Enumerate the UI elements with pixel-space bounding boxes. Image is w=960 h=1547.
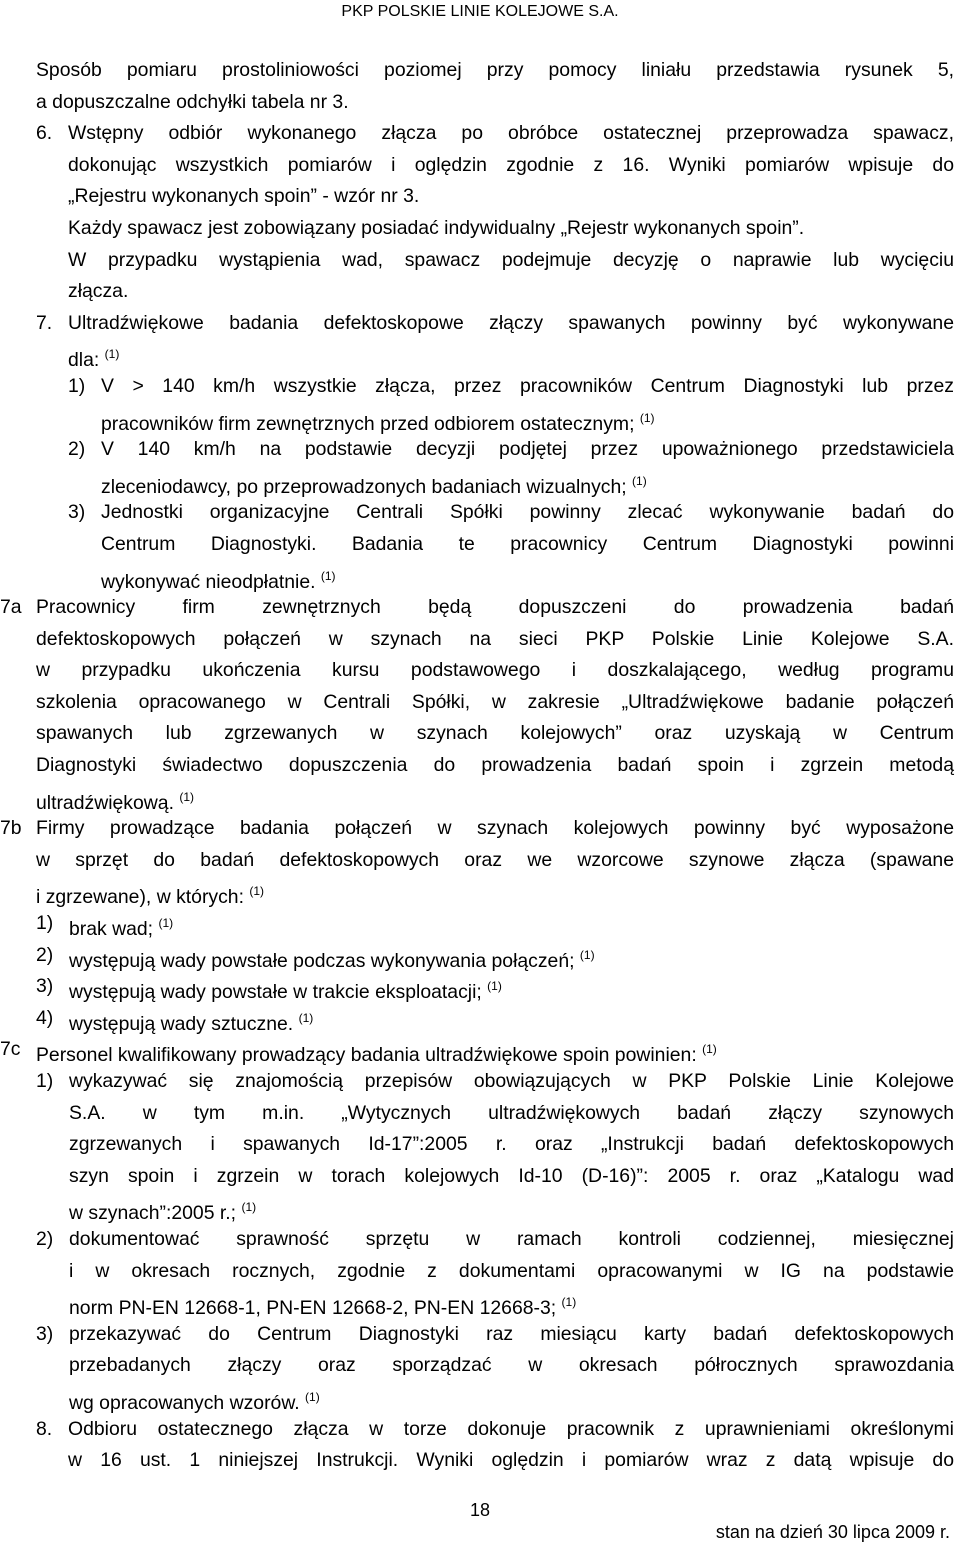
text-line: pracowników firm zewnętrznych przed odbiorem ostatecznym; $^{(1)}$ xyxy=(101,410,655,435)
item-6 xyxy=(36,118,954,308)
text-line: i zgrzewane), w których: $^{(1)}$ xyxy=(36,884,265,909)
text-line: Centrum Diagnostyki. Badania te pracownicy Centrum Diagnostyki powinni xyxy=(101,532,954,555)
item-number: 7b xyxy=(0,817,22,840)
text-line: przekazywać do Centrum Diagnostyki raz miesiącu karty badań defektoskopowych xyxy=(69,1322,954,1345)
text-line: zgrzewanych i spawanych Id-17”:2005 r. oraz „Instrukcji badań defektoskopowych xyxy=(69,1133,954,1156)
subitem-1: 1) wykazywać się znajomością przepisów obowiązujących w PKP Polskie Linie Kolejowe S.A. w tym m.in. „Wytycznych ultradźwiękowych badań złączy szynowych zgrzewanych i spawanych Id-17”:2005 r. oraz „Instrukcji badań defektoskopowych szyn spoin i zgrzein w torach kolejowych Id-10 (D-16)”: 2005 r. oraz „Katalogu wad w szynach”:2005 r.; $^{(1)}$ xyxy=(36,1066,954,1224)
page-number: 18 xyxy=(469,1500,491,1520)
item-number: 7. xyxy=(36,311,53,334)
item-number: 7c xyxy=(0,1038,21,1061)
item-7c xyxy=(0,1034,954,1413)
text-line: dokonując wszystkich pomiarów i oględzin zgodnie z 16. Wyniki pomiarów wpisuje do xyxy=(68,153,954,176)
text-line: występują wady powstałe podczas wykonywania połączeń; $^{(1)}$ xyxy=(69,947,595,972)
text-line: w sprzęt do badań defektoskopowych oraz we wzorcowe szynowe złącza (spawane xyxy=(36,848,954,871)
text-line: zleceniodawcy, po przeprowadzonych badaniach wizualnych; $^{(1)}$ xyxy=(101,473,647,498)
text-line: wykonywać nieodpłatnie. $^{(1)}$ xyxy=(101,568,336,593)
text-line: spawanych lub zgrzewanych w szynach kolejowych” oraz uzyskają w Centrum xyxy=(36,722,954,745)
text-line: przebadanych złączy oraz sporządzać w okresach półrocznych sprawozdania xyxy=(69,1354,954,1377)
text-line: Firmy prowadzące badania połączeń w szynach kolejowych powinny być wyposażone xyxy=(36,817,954,840)
text-line: w przypadku ukończenia kursu podstawowego i doszkalającego, według programu xyxy=(36,659,954,682)
item-7a xyxy=(0,592,954,813)
item-number: 6. xyxy=(36,122,53,145)
item-7b: 7b Firmy prowadzące badania połączeń w szynach kolejowych powinny być wyposażone w sprzęt do badań defektoskopowych oraz we wzorcowe szynowe złącza (spawane i zgrzewane), w których: $^{(1)}$ 1) brak wad; $^{(1)}$ 2) występują wady powstałe podczas wykonywania połączeń; $^{(1)}$ 3) występują wady powstałe w trakcie eksploatacji; $^{(1)}$ 4) występują wady sztuczne. $^{(1)}$ xyxy=(0,813,954,1034)
text-line: Odbioru ostatecznego złącza w torze dokonuje pracownik z uprawnieniami określonymi xyxy=(68,1417,954,1440)
subitem-3: 3) przekazywać do Centrum Diagnostyki raz miesiącu karty badań defektoskopowych przebadanych złączy oraz sporządzać w okresach półrocznych sprawozdania wg opracowanych wzorów. $^{(1)}$ xyxy=(36,1319,954,1414)
page-header: PKP POLSKIE LINIE KOLEJOWE S.A. xyxy=(341,3,619,20)
text-line: a dopuszczalne odchyłki tabela nr 3. xyxy=(36,90,349,113)
text-line: wg opracowanych wzorów. $^{(1)}$ xyxy=(69,1389,320,1414)
text-line: szyn spoin i zgrzein w torach kolejowych Id-10 (D-16)”: 2005 r. oraz „Katalogu wad xyxy=(69,1164,954,1187)
subitem-2: 2) dokumentować sprawność sprzętu w ramach kontroli codziennej, miesięcznej i w okresach rocznych, zgodnie z dokumentami opracowanymi w IG na podstawie norm PN-EN 12668-1, PN-EN 12668-2, PN-EN 12668-3; $^{(1)}$ xyxy=(36,1224,954,1319)
subitem-1: 1) V > 140 km/h wszystkie złącza, przez pracowników Centrum Diagnostyki lub przez pracowników firm zewnętrznych przed odbiorem ostatecznym; $^{(1)}$ xyxy=(68,371,954,434)
text-line: wykazywać się znajomością przepisów obowiązujących w PKP Polskie Linie Kolejowe xyxy=(69,1070,954,1092)
text-line: „Rejestru wykonanych spoin” - wzór nr 3. xyxy=(68,185,420,208)
text-line: szkolenia opracowanego w Centrali Spółki, w zakresie „Ultradźwiękowe badanie połączeń xyxy=(36,690,954,713)
item-7 xyxy=(36,308,954,592)
text-line: dokumentować sprawność sprzętu w ramach kontroli codziennej, miesięcznej xyxy=(69,1227,954,1250)
text-line: Diagnostyki świadectwo dopuszczenia do prowadzenia badań spoin i zgrzein metodą xyxy=(36,754,954,777)
text-line: Jednostki organizacyjne Centrali Spółki powinny zlecać wykonywanie badań do xyxy=(101,501,954,524)
text-line: występują wady sztuczne. $^{(1)}$ xyxy=(69,1010,314,1035)
text-line: dla: $^{(1)}$ xyxy=(68,347,120,372)
document-body xyxy=(0,55,954,1477)
text-line: Pracownicy firm zewnętrznych będą dopuszczeni do prowadzenia badań xyxy=(36,596,954,619)
text-line: występują wady powstałe w trakcie eksploatacji; $^{(1)}$ xyxy=(69,979,502,1004)
text-line: Sposób pomiaru prostoliniowości poziomej przy pomocy liniału przedstawia rysunek 5, xyxy=(36,59,954,81)
text-line: Personel kwalifikowany prowadzący badania ultradźwiękowe spoin powinien: $^{(1)}$ xyxy=(36,1042,717,1067)
text-line: defektoskopowych połączeń w szynach na sieci PKP Polskie Linie Kolejowe S.A. xyxy=(36,627,954,650)
text-line: V 140 km/h na podstawie decyzji podjętej przez upoważnionego przedstawiciela xyxy=(101,438,954,461)
text-line: W przypadku wystąpienia wad, spawacz podejmuje decyzję o naprawie lub wycięciu xyxy=(68,248,954,271)
item-8 xyxy=(36,1414,954,1477)
item-number: 8. xyxy=(36,1417,53,1440)
text-line: norm PN-EN 12668-1, PN-EN 12668-2, PN-EN 12668-3; $^{(1)}$ xyxy=(69,1295,577,1320)
text-line: brak wad; $^{(1)}$ xyxy=(69,916,174,941)
footer-date: stan na dzień 30 lipca 2009 r. xyxy=(715,1522,950,1542)
text-line: V > 140 km/h wszystkie złącza, przez pracowników Centrum Diagnostyki lub przez xyxy=(101,374,954,397)
text-line: Ultradźwiękowe badania defektoskopowe złączy spawanych powinny być wykonywane xyxy=(68,311,954,334)
text-line: i w okresach rocznych, zgodnie z dokumentami opracowanymi w IG na podstawie xyxy=(69,1259,954,1282)
text-line: w szynach”:2005 r.; $^{(1)}$ xyxy=(69,1200,257,1225)
text-line: złącza. xyxy=(68,280,129,303)
text-line: S.A. w tym m.in. „Wytycznych ultradźwiękowych badań złączy szynowych xyxy=(69,1101,954,1124)
subitem-2: 2) V 140 km/h na podstawie decyzji podjętej przez upoważnionego przedstawiciela zleceniodawcy, po przeprowadzonych badaniach wizualnych; $^{(1)}$ xyxy=(68,434,954,497)
subitem-3: 3) Jednostki organizacyjne Centrali Spółki powinny zlecać wykonywanie badań do Centrum Diagnostyki. Badania te pracownicy Centrum Diagnostyki powinni wykonywać nieodpłatnie. $^{(1)}$ xyxy=(68,497,954,592)
text-line: w 16 ust. 1 niniejszej Instrukcji. Wyniki oględzin i pomiarów wraz z datą wpisuje do xyxy=(68,1449,954,1472)
item-number: 7a xyxy=(0,596,22,619)
text-line: Wstępny odbiór wykonanego złącza po obróbce ostatecznej przeprowadza spawacz, xyxy=(68,122,954,145)
text-line: Każdy spawacz jest zobowiązany posiadać indywidualny „Rejestr wykonanych spoin”. xyxy=(68,216,805,239)
text-line: ultradźwiękową. $^{(1)}$ xyxy=(36,789,195,814)
